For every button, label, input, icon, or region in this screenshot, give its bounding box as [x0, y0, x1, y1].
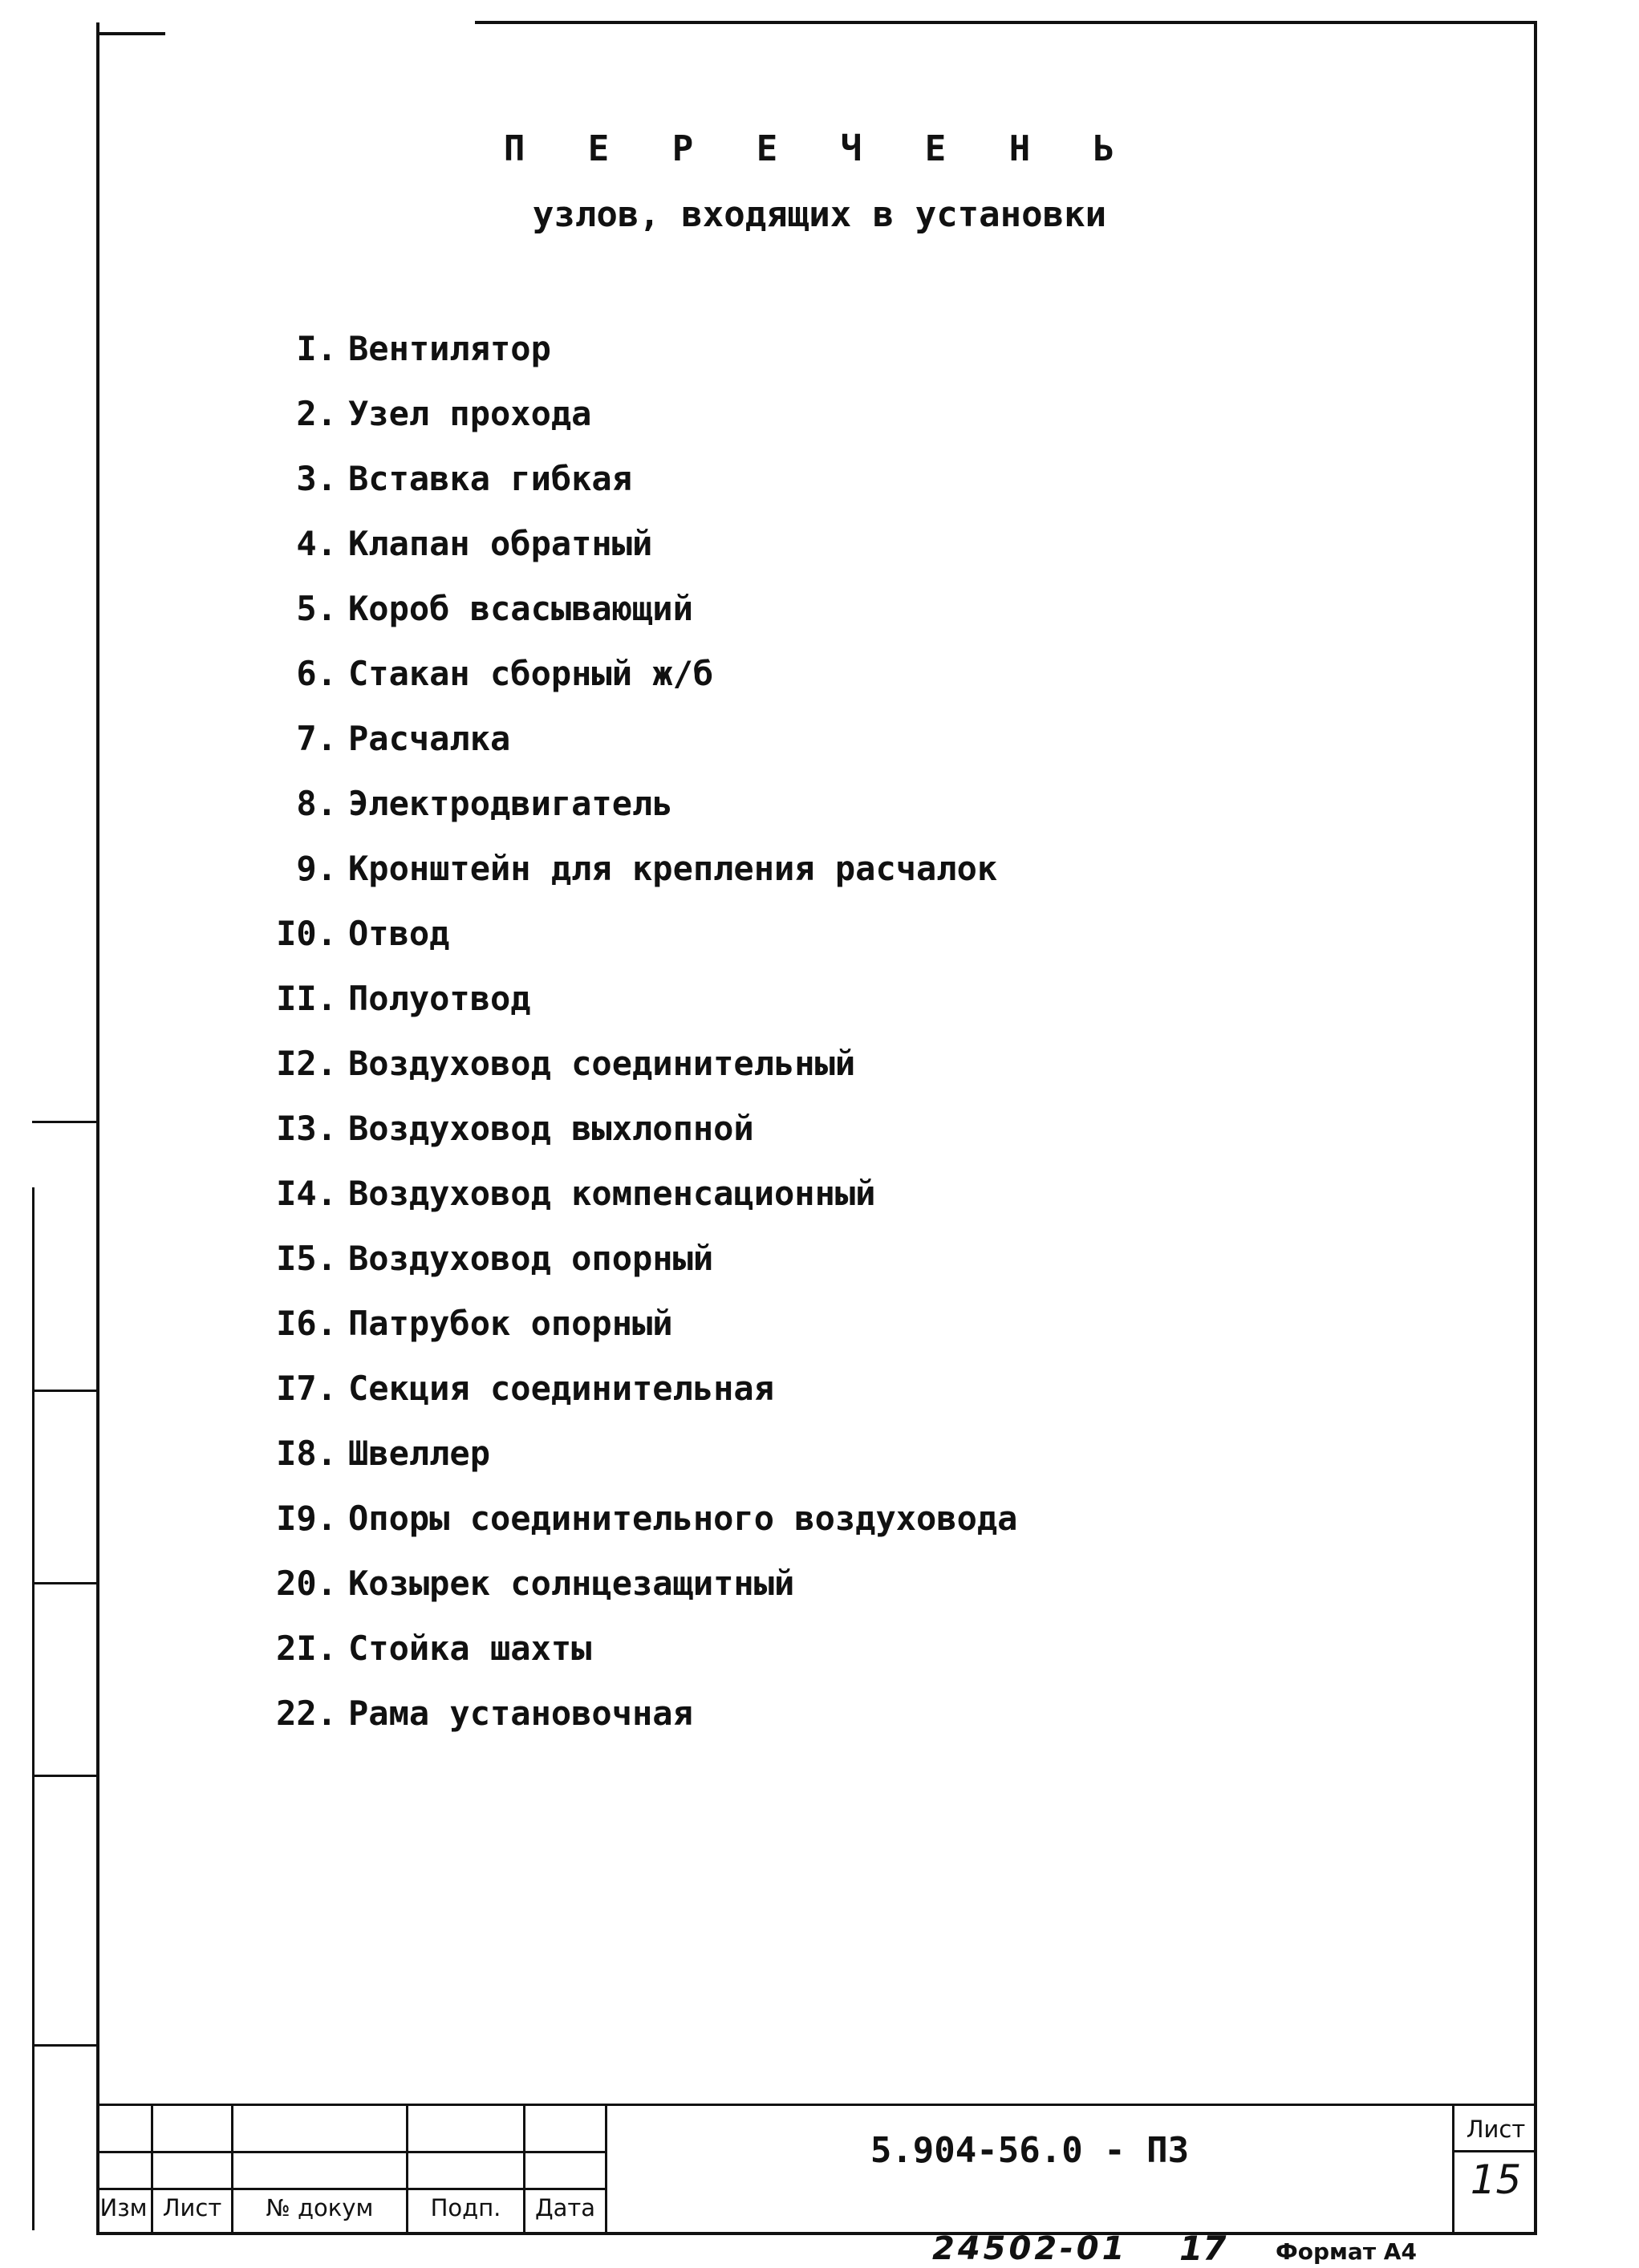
item-number: 20.	[276, 1564, 337, 1603]
list-item	[241, 910, 1017, 975]
list-item	[241, 845, 1017, 910]
item-text: Воздуховод соединительный	[348, 1044, 856, 1083]
item-text: Швеллер	[348, 1434, 491, 1473]
list-item	[241, 1560, 1017, 1625]
list-item	[241, 1105, 1017, 1170]
item-text: Стакан сборный ж/б	[348, 654, 714, 693]
margin-side-line	[32, 1187, 34, 2230]
item-text: Воздуховод выхлопной	[348, 1109, 754, 1148]
item-number: 9.	[296, 849, 337, 888]
document-subtitle: узлов, входящих в установки	[532, 194, 1107, 235]
paper-format: Формат А4	[1276, 2238, 1417, 2265]
title-block-row-line	[96, 2188, 607, 2190]
document-title: П Е Р Е Ч Е Н Ь	[503, 128, 1136, 169]
list-item	[241, 585, 1017, 650]
margin-mark	[32, 1775, 99, 1777]
item-number: 22.	[276, 1694, 337, 1733]
list-item	[241, 325, 1017, 390]
list-item	[241, 1625, 1017, 1690]
item-text: Полуотвод	[348, 979, 531, 1018]
title-block-top-line	[96, 2104, 1537, 2106]
items-list	[241, 325, 1017, 1755]
item-text: Отвод	[348, 914, 450, 953]
list-item	[241, 1690, 1017, 1755]
item-number: I6.	[276, 1304, 337, 1343]
item-number: 2I.	[276, 1629, 337, 1668]
item-text: Электродвигатель	[348, 784, 673, 823]
item-number: 5.	[296, 589, 337, 628]
inventory-number: 24502-01	[932, 2230, 1128, 2267]
list-item	[241, 715, 1017, 780]
item-number: 3.	[296, 459, 337, 498]
list-item	[241, 520, 1017, 585]
item-number: I2.	[276, 1044, 337, 1083]
margin-mark	[32, 1390, 99, 1392]
item-number: I4.	[276, 1174, 337, 1213]
frame-top-line-right	[475, 21, 1537, 24]
item-text: Узел прохода	[348, 394, 592, 433]
margin-mark	[32, 1121, 99, 1123]
list-item	[241, 780, 1017, 845]
margin-mark	[32, 1582, 99, 1584]
item-number: 4.	[296, 524, 337, 563]
item-number: I8.	[276, 1434, 337, 1473]
list-item	[241, 1235, 1017, 1300]
item-number: II.	[276, 979, 337, 1018]
item-text: Патрубок опорный	[348, 1304, 673, 1343]
item-text: Воздуховод опорный	[348, 1239, 714, 1278]
list-item	[241, 455, 1017, 520]
list-item	[241, 1430, 1017, 1495]
col-label-signature: Подп.	[430, 2194, 501, 2221]
list-item	[241, 975, 1017, 1040]
item-text: Стойка шахты	[348, 1629, 592, 1668]
item-number: I.	[296, 329, 337, 368]
list-item	[241, 650, 1017, 715]
item-number: I0.	[276, 914, 337, 953]
item-text: Кронштейн для крепления расчалок	[348, 849, 998, 888]
item-number: I3.	[276, 1109, 337, 1148]
margin-mark	[32, 2044, 99, 2047]
item-text: Козырек солнцезащитный	[348, 1564, 795, 1603]
item-number: 2.	[296, 394, 337, 433]
col-label-izm: Изм	[99, 2194, 148, 2221]
list-item	[241, 1365, 1017, 1430]
item-text: Вентилятор	[348, 329, 551, 368]
item-number: 7.	[296, 719, 337, 758]
item-text: Секция соединительная	[348, 1369, 775, 1408]
frame-top-line-left	[96, 32, 165, 35]
list-item	[241, 1170, 1017, 1235]
title-block-row-line	[96, 2151, 607, 2153]
item-text: Воздуховод компенсационный	[348, 1174, 876, 1213]
sheet-label: Лист	[1466, 2116, 1526, 2143]
copy-number: 17	[1179, 2229, 1227, 2268]
item-text: Вставка гибкая	[348, 459, 633, 498]
sheet-number: 15	[1470, 2156, 1522, 2203]
item-number: I9.	[276, 1499, 337, 1538]
item-number: I5.	[276, 1239, 337, 1278]
item-text: Опоры соединительного воздуховода	[348, 1499, 1018, 1538]
list-item	[241, 1495, 1017, 1560]
item-number: 6.	[296, 654, 337, 693]
item-text: Клапан обратный	[348, 524, 653, 563]
item-text: Расчалка	[348, 719, 511, 758]
item-text: Рама установочная	[348, 1694, 693, 1733]
sheet-box-line	[1454, 2150, 1537, 2152]
item-number: 8.	[296, 784, 337, 823]
list-item	[241, 1040, 1017, 1105]
item-text: Короб всасывающий	[348, 589, 693, 628]
col-label-doc-number: № докум	[266, 2194, 374, 2221]
item-number: I7.	[276, 1369, 337, 1408]
col-label-list: Лист	[162, 2194, 222, 2221]
list-item	[241, 390, 1017, 455]
list-item	[241, 1300, 1017, 1365]
col-label-date: Дата	[534, 2194, 596, 2221]
document-code: 5.904-56.0 - ПЗ	[870, 2130, 1190, 2171]
